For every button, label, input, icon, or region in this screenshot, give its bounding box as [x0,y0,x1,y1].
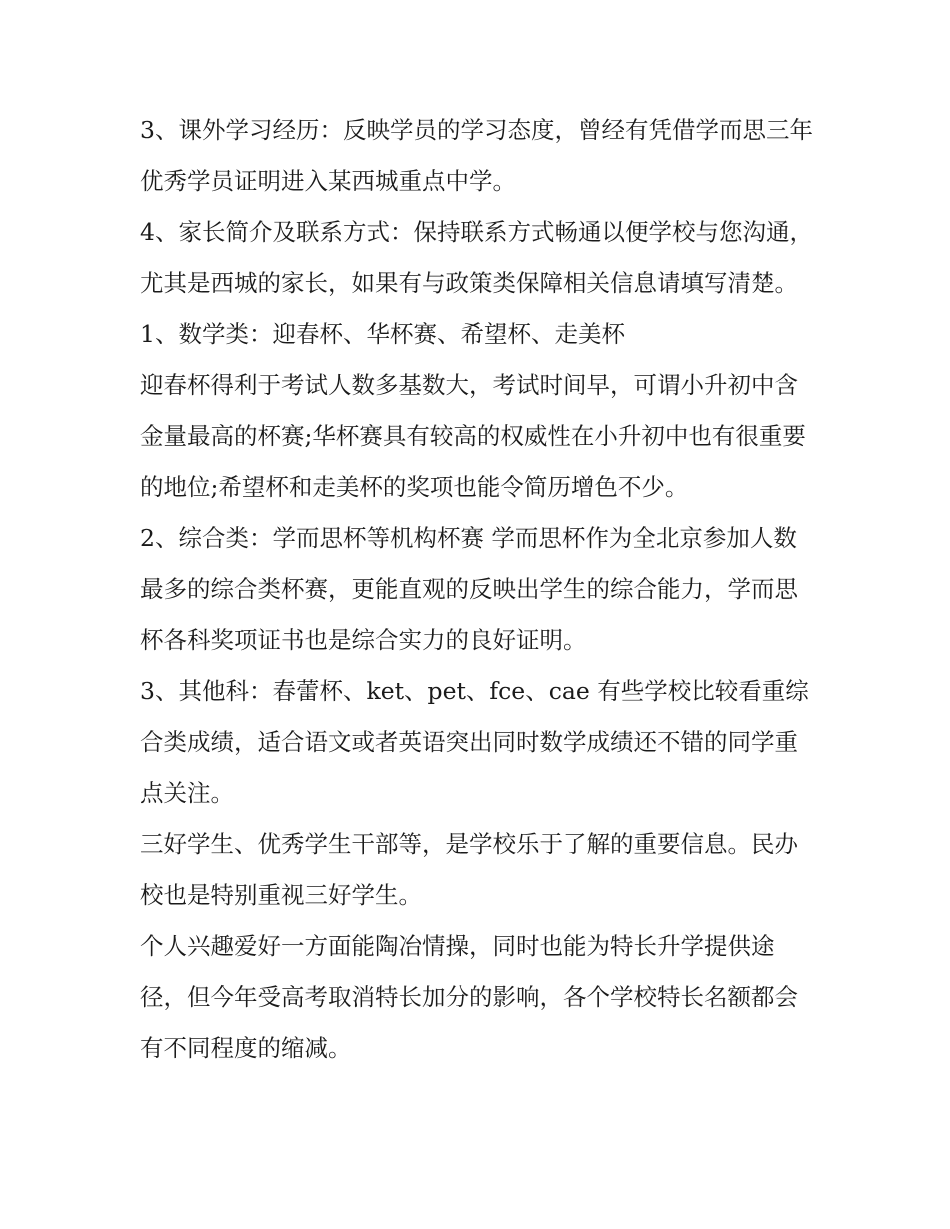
paragraph-extracurricular-study: 3、课外学习经历：反映学员的学习态度，曾经有凭借学而思三年优秀学员证明进入某西城重点中学。 [140,116,813,195]
paragraph-hobbies: 个人兴趣爱好一方面能陶冶情操，同时也能为特长升学提供途径，但今年受高考取消特长加分的影响，各个学校特长名额都会有不同程度的缩减。 [140,932,798,1062]
paragraph-math-contests: 1、数学类：迎春杯、华杯赛、希望杯、走美杯 [140,320,625,348]
paragraph-math-contests-detail: 迎春杯得利于考试人数多基数大，考试时间早，可谓小升初中含金量最高的杯赛;华杯赛具有较高的权威性在小升初中也有很重要的地位;希望杯和走美杯的奖项也能令简历增色不少。 [140,371,806,501]
document-body [140,105,820,1074]
paragraph-parent-contact: 4、家长简介及联系方式：保持联系方式畅通以便学校与您沟通，尤其是西城的家长，如果有与政策类保障相关信息请填写清楚。 [140,218,813,297]
paragraph-comprehensive-contests: 2、综合类：学而思杯等机构杯赛 学而思杯作为全北京参加人数最多的综合类杯赛，更能直观的反映出学生的综合能力，学而思杯各科奖项证书也是综合实力的良好证明。 [140,524,798,654]
paragraph-other-subjects: 3、其他科：春蕾杯、ket、pet、fce、cae 有些学校比较看重综合类成绩，适合语文或者英语突出同时数学成绩还不错的同学重点关注。 [140,677,809,807]
paragraph-merit-students: 三好学生、优秀学生干部等，是学校乐于了解的重要信息。民办校也是特别重视三好学生。 [140,830,798,909]
